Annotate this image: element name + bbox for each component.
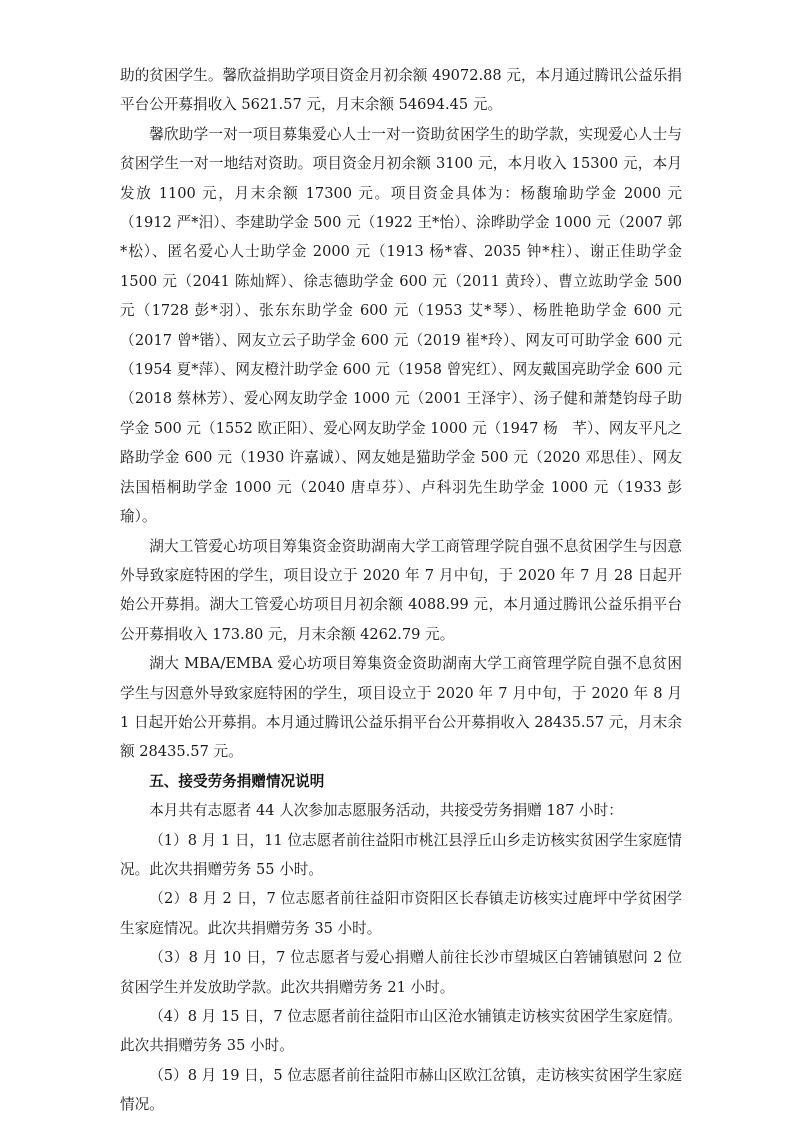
section-heading-labor-donation: 五、接受劳务捐赠情况说明 bbox=[149, 772, 325, 790]
paragraph-xinxin-yijuan: 助的贫困学生。馨欣益捐助学项目资金月初余额 49072.88 元，本月通过腾讯公益乐捐平台公开募捐收入 5621.57 元，月末余额 54694.45 元。 bbox=[120, 67, 682, 114]
paragraph-hunan-gongguan: 湖大工管爱心坊项目筹集资金资助湖南大学工商管理学院自强不息贫困学生与因意外导致家庭特困的学生，项目设立于 2020 年 7 月中旬，于 2020 年 7 月 28 日起开始公开募捐。湖大工管爱心坊项目月初余额 4088.99 元，本月通过腾讯公益乐捐平台公开募捐收入 173.80 元，月末余额 4262.79 元。 bbox=[120, 537, 682, 643]
paragraph-xinxin-one-to-one: 馨欣助学一对一项目募集爱心人士一对一资助贫困学生的助学款，实现爱心人士与贫困学生一对一地结对资助。项目资金月初余额 3100 元，本月收入 15300 元，本月发放 1100 元，月末余额 17300 元。项目资金具体为：杨馥瑜助学金 2000 元（1912 严*汨）、李建助学金 500 元（1922 王*怡）、涂晔助学金 1000 元（2007 郭*松）、匿名爱心人士助学金 2000 元（1913 杨*睿、2035 钟*柱）、谢正佳助学金 1500 元（2041 陈灿辉）、徐志德助学金 600 元（2011 黄玲）、曹立竑助学金 500 元（1728 彭*羽）、张东东助学金 600 元（1953 艾*琴）、杨胜艳助学金 600 元（2017 曾*锴）、网友立云子助学金 600 元（2019 崔*玲）、网友可可助学金 600 元（1954 夏*萍）、网友橙汁助学金 600 元（1958 曾宪红）、网友戴国亮助学金 600 元（2018 蔡林芳）、爱心网友助学金 1000 元（2001 王泽宇）、汤子健和萧楚钧母子助学金 500 元（1552 欧正阳）、爱心网友助学金 1000 元（1947 杨 芊）、网友平凡之路助学金 600 元（1930 许嘉诚）、网友她是猫助学金 500 元（2020 邓思佳）、网友法国梧桐助学金 1000 元（2040 唐卓芬）、卢科羽先生助学金 1000 元（1933 彭瑜）。 bbox=[120, 125, 682, 526]
paragraph-item-2: （2）8 月 2 日，7 位志愿者前往益阳市资阳区长春镇走访核实过鹿坪中学贫困学生家庭情况。此次共捐赠劳务 35 小时。 bbox=[120, 890, 682, 937]
paragraph-item-1: （1）8 月 1 日，11 位志愿者前往益阳市桃江县浮丘山乡走访核实贫困学生家庭情况。此次共捐赠劳务 55 小时。 bbox=[120, 831, 682, 878]
document-body bbox=[120, 61, 682, 1120]
paragraph-volunteer-summary: 本月共有志愿者 44 人次参加志愿服务活动，共接受劳务捐赠 187 小时： bbox=[149, 802, 623, 820]
paragraph-item-4: （4）8 月 15 日，7 位志愿者前往益阳市山区沧水铺镇走访核实贫困学生家庭情。此次共捐赠劳务 35 小时。 bbox=[120, 1008, 682, 1055]
paragraph-hunan-mba: 湖大 MBA/EMBA 爱心坊项目筹集资金资助湖南大学工商管理学院自强不息贫困学生与因意外导致家庭特困的学生，项目设立于 2020 年 7 月中旬，于 2020 年 8 月 1 日起开始公开募捐。本月通过腾讯公益乐捐平台公开募捐收入 28435.57 元，月末余额 28435.57 元。 bbox=[120, 655, 682, 761]
paragraph-item-3: （3）8 月 10 日，7 位志愿者与爱心捐赠人前往长沙市望城区白箬铺镇慰问 2 位贫困学生并发放助学款。此次共捐赠劳务 21 小时。 bbox=[120, 949, 682, 996]
paragraph-item-5: （5）8 月 19 日，5 位志愿者前往益阳市赫山区欧江岔镇，走访核实贫困学生家庭情况。 bbox=[120, 1066, 682, 1114]
